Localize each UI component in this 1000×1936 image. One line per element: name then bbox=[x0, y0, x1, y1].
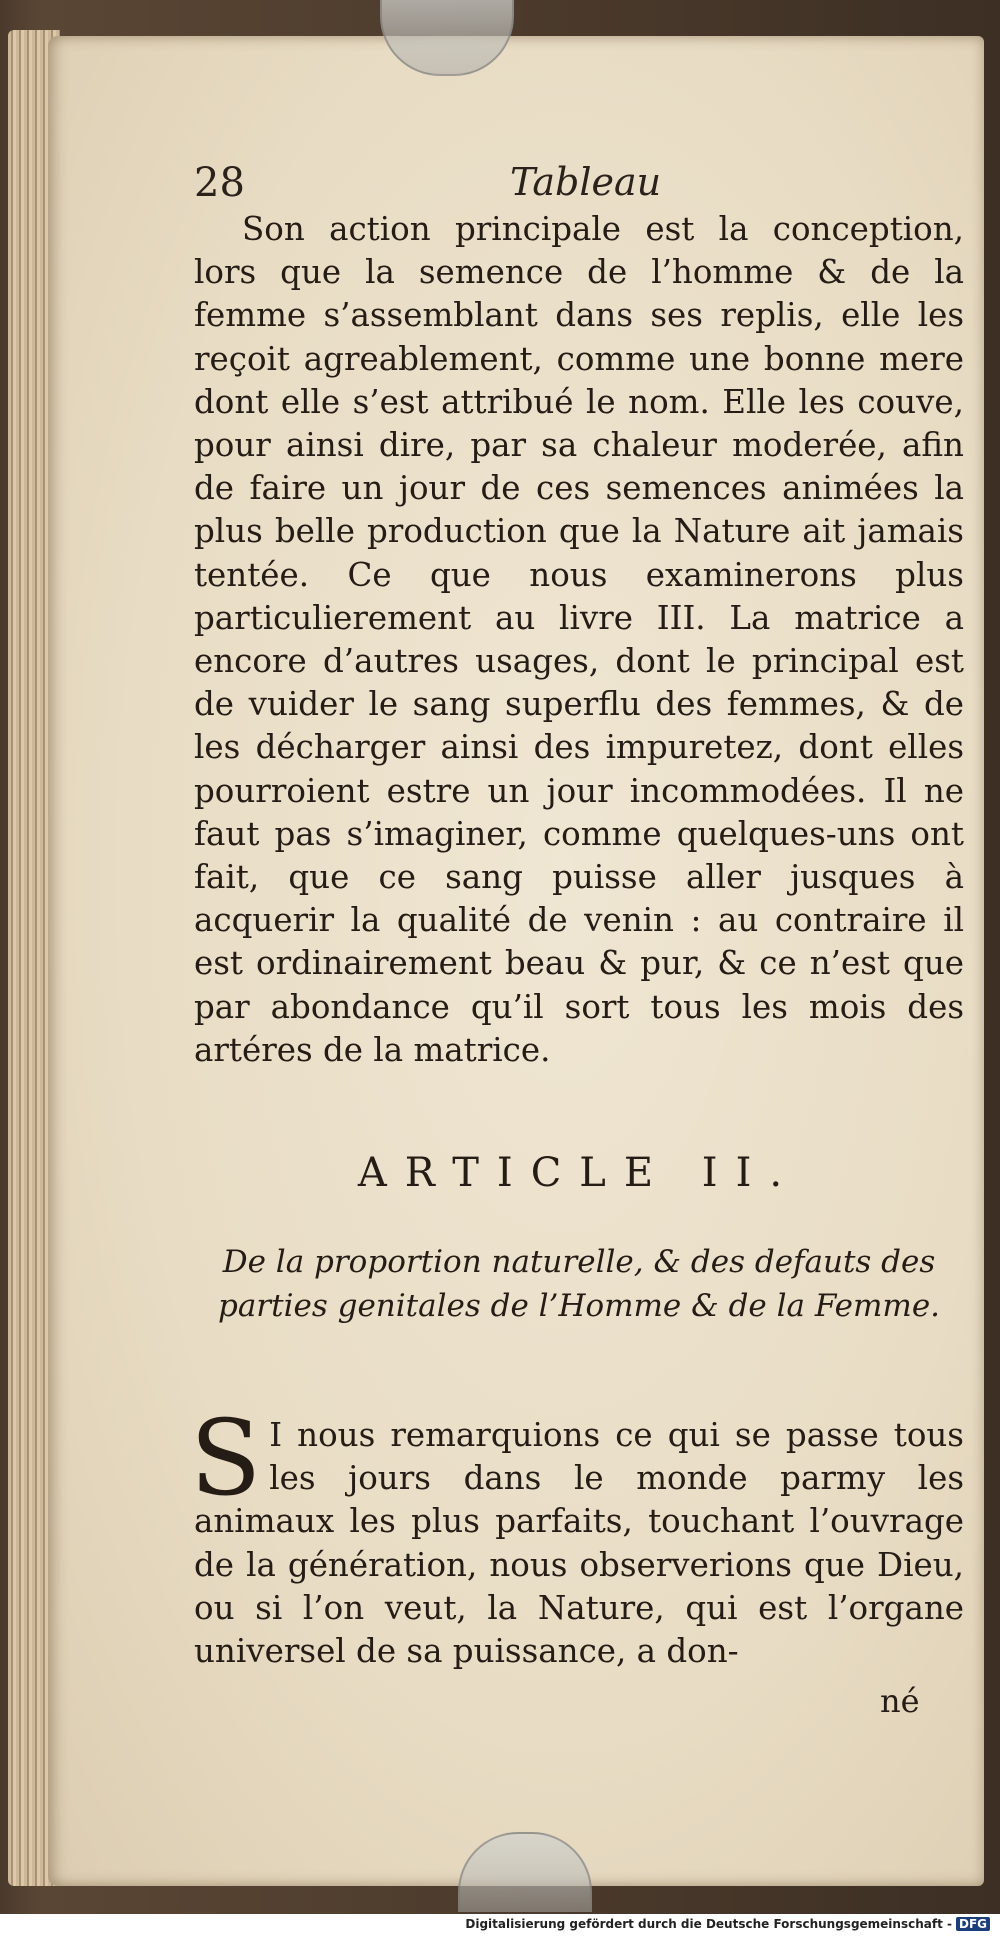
footer-credit bbox=[465, 1917, 990, 1931]
article-subtitle: De la proportion naturelle, & des defauts des parties genitales de l’Homme & de la Femme. bbox=[217, 1244, 941, 1324]
page-number: 28 bbox=[194, 160, 245, 206]
body-text bbox=[194, 208, 964, 1072]
page-header bbox=[194, 160, 954, 212]
footer-credit-text: Digitalisierung gefördert durch die Deutsche Forschungsgemeinschaft - bbox=[465, 1917, 952, 1931]
article-title: ARTICLE II. bbox=[357, 1150, 801, 1196]
paragraph-2-text: I nous remarquions ce qui se passe tous les jours dans le monde parmy les animaux les plus parfaits, touchant l’ouvrage de la génération, nous observerions que Dieu, ou si l’on veut, la Nature, qui est l’organe universel de sa puissance, a don- bbox=[194, 1416, 964, 1671]
paragraph-2 bbox=[190, 1397, 964, 1673]
drop-cap: S bbox=[190, 1397, 262, 1519]
dfg-logo: DFG bbox=[956, 1917, 990, 1931]
catchword: né bbox=[880, 1682, 920, 1720]
footer-bar bbox=[0, 1914, 1000, 1936]
paragraph-1: Son action principale est la conception, lors que la semence de l’homme & de la femme s’assemblant dans ses replis, elle les reçoit agreablement, comme une bonne mere dont elle s’est attribué le nom. Elle les couve, pour ainsi dire, par sa chaleur moderée, afin de faire un jour de ces semences animées la plus belle production que la Nature ait jamais tentée. Ce que nous examinerons plus particulierement au livre III. La matrice a encore d’autres usages, dont le principal est de vuider le sang superflu des femmes, & de les décharger ainsi des impuretez, dont elles pourroient estre un jour incommodées. Il ne faut pas s’imaginer, comme quelques-uns ont fait, que ce sang puisse aller jusques à acquerir la qualité de venin : au contraire il est ordinairement beau & pur, & ce n’est que par abondance qu’il sort tous les mois des artéres de la matrice. bbox=[194, 210, 964, 1069]
running-title: Tableau bbox=[510, 160, 662, 204]
